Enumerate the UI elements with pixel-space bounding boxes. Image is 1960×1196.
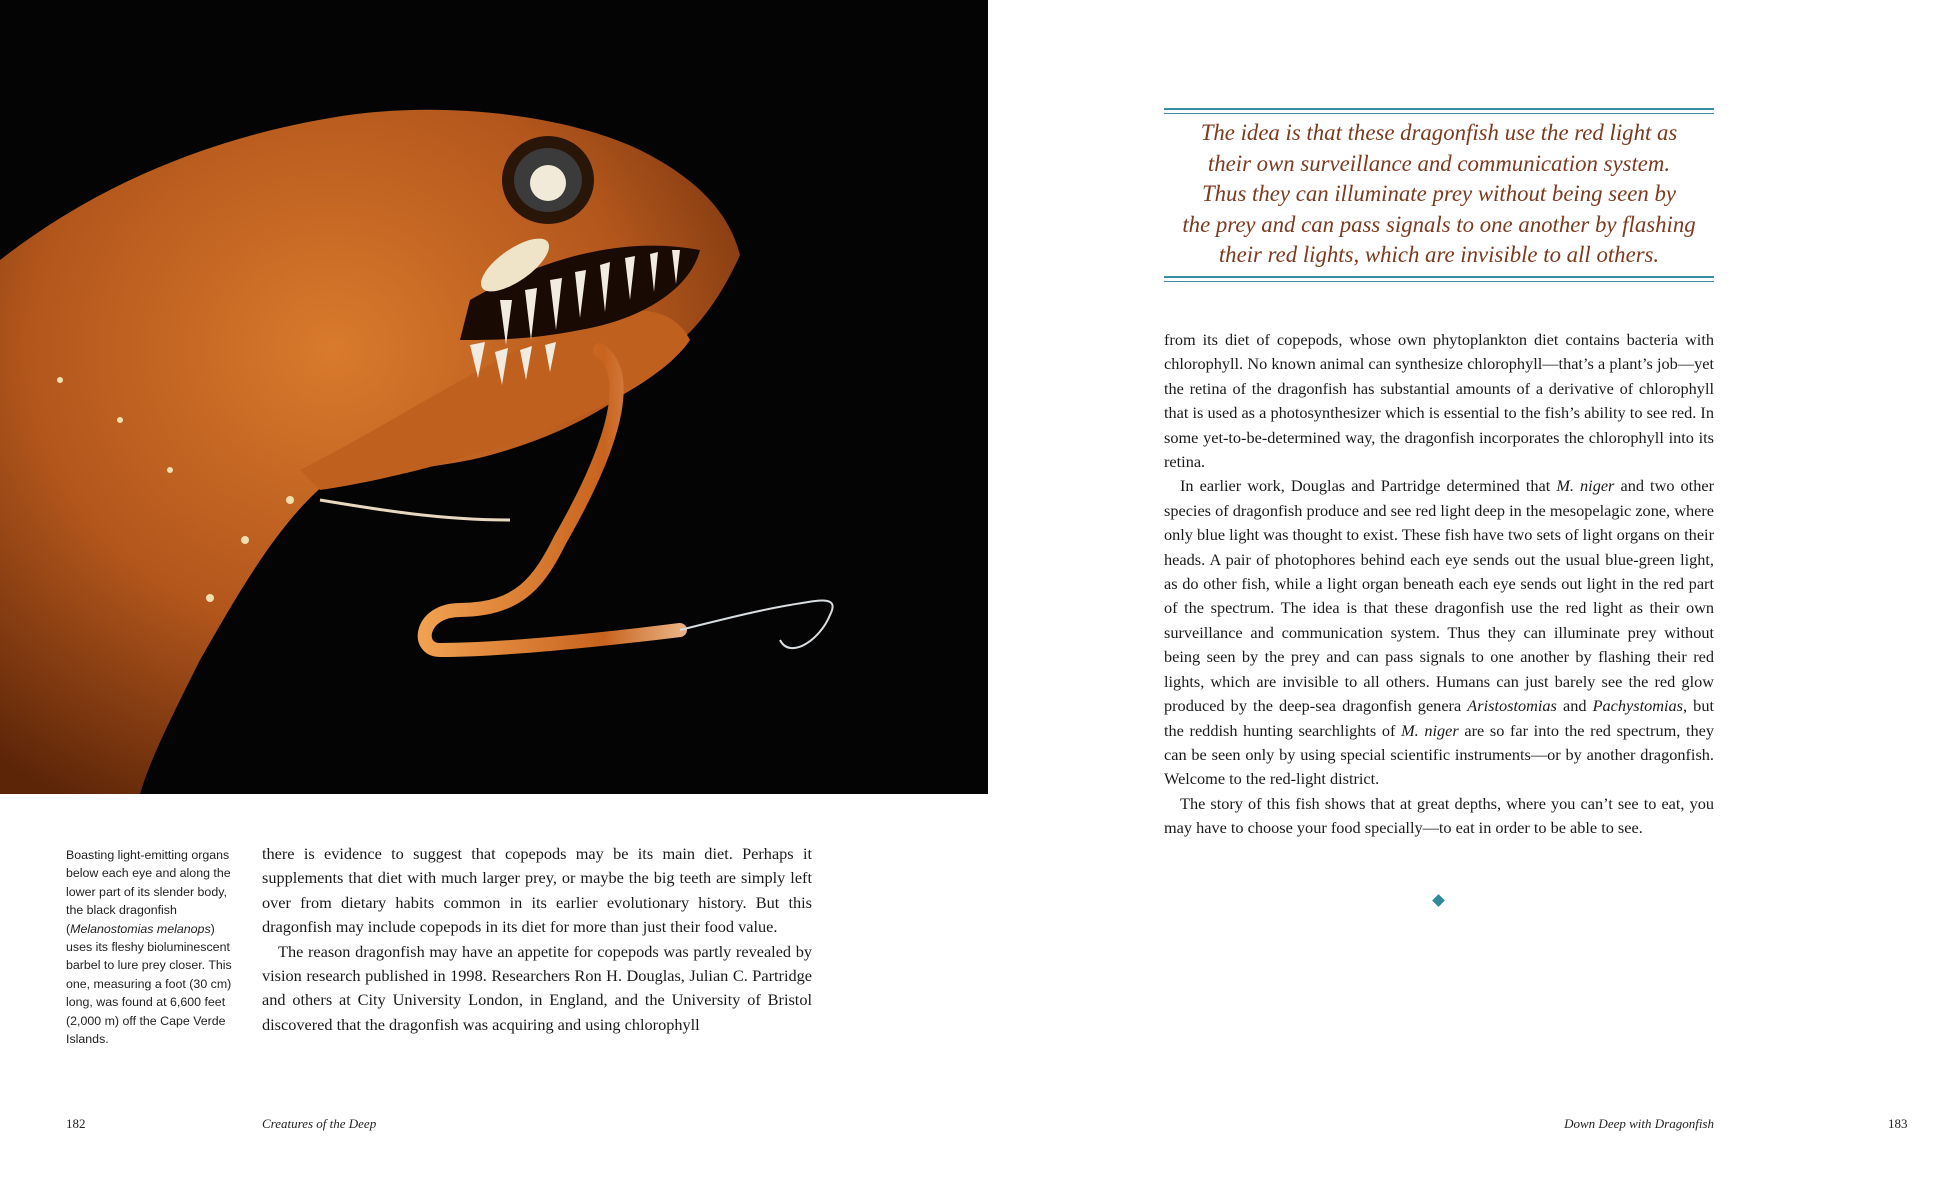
species-name: M. niger: [1401, 720, 1459, 740]
left-running-head: Creatures of the Deep: [262, 1116, 377, 1131]
species-name: M. niger: [1556, 476, 1615, 496]
caption-species: Melanostomias melanops: [70, 921, 211, 936]
dragonfish-illustration: [0, 0, 988, 794]
pull-quote-line: the prey and can pass signals to one another by flashing: [1182, 211, 1696, 237]
right-paragraph-1: from its diet of copepods, whose own phytoplankton diet contains bacteria with chlorophyll. No known animal can synthesize chlorophyll—that’s a plant’s job—yet the retina of the dragonfish has substantial amounts of a derivative of chlorophyll that is used as a photosynthesizer which is essential to the fish’s ability to see red. In some yet-to-be-determined way, the dragonfish incorporates the chlorophyll into its retina.: [1164, 330, 1714, 472]
section-end-ornament-icon: [1432, 894, 1445, 907]
photo-caption: [66, 846, 238, 1048]
right-paragraph-2: [1164, 474, 1714, 791]
eye-pupil: [530, 165, 566, 201]
pull-quote-text: [1164, 118, 1714, 271]
pull-quote-line: their own surveillance and communication system.: [1207, 150, 1671, 176]
right-running-head: Down Deep with Dragonfish: [1564, 1116, 1714, 1131]
pull-quote-top-rule: [1164, 108, 1714, 114]
left-page-number: 182: [66, 1116, 86, 1131]
pull-quote-bottom-rule: [1164, 276, 1714, 282]
genus-name: Pachystomias: [1592, 696, 1684, 716]
right-body-text: [1164, 328, 1714, 841]
pull-quote-line: their red lights, which are invisible to all others.: [1218, 242, 1660, 268]
left-paragraph-1: there is evidence to suggest that copepods may be its main diet. Perhaps it supplements that diet with much larger prey, or maybe the big teeth are simply left over from dietary habits common in its earlier evolutionary history. But this dragonfish may include copepods in its diet for more than just their food value.: [262, 844, 812, 937]
pull-quote: [1164, 108, 1714, 282]
caption-text-after: ) uses its fleshy bioluminescent barbel to lure prey closer. This one, measuring a foot (30 cm) long, was found at 6,600 feet (2,000 m) off the Cape Verde Islands.: [66, 921, 232, 1047]
text-run: are so far into the red spectrum, they can be seen only by using special scientific instruments—or by another dragonfish. Welcome to the red-light district.: [1164, 720, 1714, 789]
right-page-number: 183: [1888, 1116, 1908, 1131]
text-run: and: [1556, 696, 1593, 716]
text-run: and two other species of dragonfish produce and see red light deep in the mesopelagic zone, where only blue light was thought to exist. These fish have two sets of light organs on their heads. A pair of photophores behind each eye sends out the usual blue-green light, as do other fish, while a light organ beneath each eye sends out light in the red part of the spectrum. The idea is that these dragonfish use the red light as their own surveillance and communication system. Thus they can illuminate prey without being seen by the prey and can pass signals to one another by flashing their red lights, which are invisible to all others. Humans can just barely see the red glow produced by the deep-sea dragonfish genera: [1164, 476, 1714, 716]
pull-quote-line: The idea is that these dragonfish use the red light as: [1200, 120, 1678, 145]
caption-text-before: Boasting light-emitting organs below each eye and along the lower part of its slender body, the black dragonfish (: [66, 848, 231, 936]
left-body-text: [262, 842, 812, 1037]
text-run: In earlier work, Douglas and Partridge determined that: [1180, 476, 1557, 496]
right-paragraph-3: The story of this fish shows that at great depths, where you can’t see to eat, you may have to choose your food specially—to eat in order to be able to see.: [1164, 793, 1714, 838]
left-paragraph-2: The reason dragonfish may have an appetite for copepods was partly revealed by vision research published in 1998. Researchers Ron H. Douglas, Julian C. Partridge and others at City University London, in England, and the University of Bristol discovered that the dragonfish was acquiring and using chlorophyll: [262, 941, 812, 1034]
genus-name: Aristostomias: [1467, 696, 1557, 716]
text-run: , but the reddish hunting searchlights of: [1164, 696, 1714, 740]
dragonfish-photo: [0, 0, 988, 794]
pull-quote-line: Thus they can illuminate prey without being seen by: [1201, 181, 1676, 207]
